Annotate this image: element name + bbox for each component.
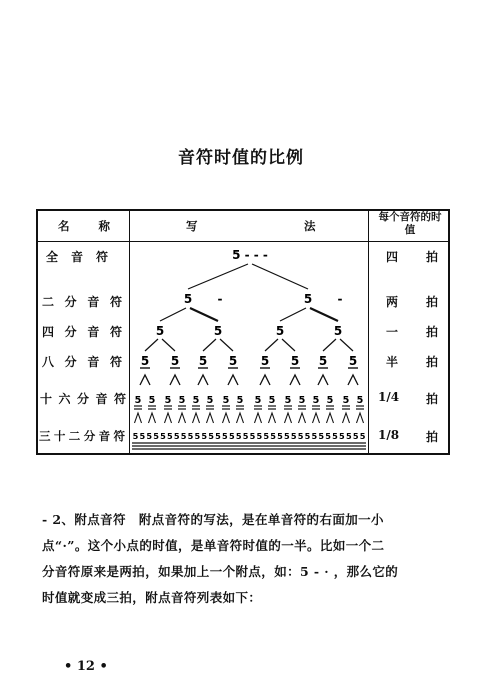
thirtysecond-note: 5 (153, 431, 159, 441)
quarter-note: 5 (333, 324, 343, 338)
duration-thirtysecond: 1/8 (378, 428, 400, 442)
caret-mark (207, 413, 214, 423)
row-name-thirtysecond: 三十二分音符 (39, 429, 125, 443)
tree-branch (310, 308, 338, 321)
note-duration-table (36, 209, 450, 455)
thirtysecond-note: 5 (352, 431, 359, 441)
sixteenth-note: 5 (222, 395, 230, 406)
paragraph-line: 时值就变成三拍，附点音符列表如下： (42, 590, 262, 605)
tree-branch (252, 264, 308, 289)
thirtysecond-note: 5 (228, 431, 235, 441)
caret-mark (165, 413, 172, 423)
duration-whole: 四 (386, 250, 399, 264)
tree-branch (323, 339, 336, 351)
sixteenth-note: 5 (206, 395, 214, 406)
thirtysecond-note: 5 (263, 431, 270, 441)
thirtysecond-note: 5 (180, 431, 187, 441)
thirtysecond-note: 5 (194, 431, 201, 441)
thirtysecond-note: 5 (167, 431, 173, 441)
thirtysecond-note: 5 (290, 431, 297, 441)
thirtysecond-note: 5 (304, 431, 311, 441)
sixteenth-note: 5 (356, 395, 364, 406)
caret-mark (170, 375, 180, 385)
header-beat: 每个音符的时 值 (378, 211, 452, 236)
paragraph-line: 分音符原来是两拍，如果加上一个附点，如：5 - · ，那么它的 (42, 564, 399, 579)
caret-mark (299, 413, 306, 423)
note-tree-diagram (130, 211, 370, 455)
thirtysecond-note: 5 (132, 431, 139, 441)
eighth-note: 5 (318, 354, 328, 368)
duration-unit: 拍 (426, 392, 439, 406)
thirtysecond-note: 5 (242, 431, 249, 441)
thirtysecond-note: 5 (284, 431, 290, 441)
thirtysecond-note: 5 (359, 431, 366, 441)
caret-mark (198, 375, 208, 385)
caret-mark (343, 413, 350, 423)
sixteenth-note: 5 (178, 395, 186, 406)
sixteenth-note: 5 (326, 395, 334, 406)
tree-branch (265, 339, 278, 351)
eighth-note: 5 (290, 354, 300, 368)
tree-branch (340, 339, 353, 351)
duration-unit: 拍 (426, 295, 439, 309)
eighth-note: 5 (260, 354, 270, 368)
thirtysecond-note: 5 (270, 431, 276, 441)
tree-branch (282, 339, 295, 351)
header-name: 名 称 (58, 219, 112, 233)
quarter-note: 5 (155, 324, 165, 338)
caret-mark (193, 413, 200, 423)
caret-mark (260, 375, 270, 385)
sixteenth-note: 5 (298, 395, 306, 406)
thirtysecond-note: 5 (235, 431, 242, 441)
sixteenth-note: 5 (192, 395, 200, 406)
half-note: 5 (303, 292, 313, 306)
header-write: 写 (186, 219, 198, 233)
eighth-note: 5 (170, 354, 180, 368)
half-note: 5 (183, 292, 193, 306)
sixteenth-note: 5 (312, 395, 320, 406)
caret-mark (237, 413, 244, 423)
thirtysecond-note: 5 (222, 431, 228, 441)
header-method: 法 (304, 219, 316, 233)
caret-mark (285, 413, 292, 423)
duration-sixteenth: 1/4 (378, 390, 400, 404)
eighth-note: 5 (228, 354, 238, 368)
duration-eighth: 半 (386, 355, 399, 369)
dash: - (337, 292, 343, 306)
tree-branch (145, 339, 158, 351)
quarter-note: 5 (213, 324, 223, 338)
paragraph-line: - 2、附点音符 附点音符的写法，是在单音符的右面加一小 (42, 512, 384, 527)
caret-mark (179, 413, 186, 423)
sixteenth-note: 5 (342, 395, 350, 406)
caret-mark (135, 413, 142, 423)
sixteenth-note: 5 (236, 395, 244, 406)
thirtysecond-note: 5 (277, 431, 283, 441)
thirtysecond-note: 5 (332, 431, 338, 441)
row-name-quarter: 四分音符 (42, 325, 122, 339)
caret-mark (327, 413, 334, 423)
thirtysecond-note: 5 (256, 431, 263, 441)
whole-note: 5 - - - (232, 248, 268, 262)
quarter-note: 5 (275, 324, 285, 338)
page-number: • 12 • (64, 659, 108, 674)
caret-mark (140, 375, 150, 385)
tree-branch (162, 339, 175, 351)
caret-mark (357, 413, 364, 423)
thirtysecond-note: 5 (297, 431, 304, 441)
sixteenth-note: 5 (134, 395, 142, 406)
eighth-note: 5 (198, 354, 208, 368)
duration-half: 两 (386, 295, 399, 309)
thirtysecond-note: 5 (325, 431, 331, 441)
paragraph-line: 点“·”。这个小点的时值，是单音符时值的一半。比如一个二 (42, 538, 385, 553)
page-title: 音符时值的比例 (178, 148, 304, 168)
duration-unit: 拍 (426, 325, 439, 339)
thirtysecond-note: 5 (139, 431, 146, 441)
caret-mark (149, 413, 156, 423)
sixteenth-note: 5 (254, 395, 262, 406)
caret-mark (313, 413, 320, 423)
thirtysecond-note: 5 (345, 431, 352, 441)
sixteenth-note: 5 (164, 395, 172, 406)
sixteenth-note: 5 (284, 395, 292, 406)
sixteenth-note: 5 (148, 395, 156, 406)
caret-mark (255, 413, 262, 423)
dotted-note-paragraph (42, 507, 454, 611)
caret-mark (269, 413, 276, 423)
thirtysecond-note: 5 (249, 431, 256, 441)
thirtysecond-note: 5 (208, 431, 214, 441)
thirtysecond-note: 5 (318, 431, 325, 441)
caret-mark (290, 375, 300, 385)
dash: - (217, 292, 223, 306)
duration-unit: 拍 (426, 430, 439, 444)
thirtysecond-note: 5 (146, 431, 153, 441)
thirtysecond-note: 5 (160, 431, 166, 441)
tree-branch (280, 308, 306, 321)
tree-branch (190, 308, 218, 321)
thirtysecond-note: 5 (215, 431, 221, 441)
thirtysecond-note: 5 (201, 431, 208, 441)
thirtysecond-note: 5 (173, 431, 180, 441)
eighth-note: 5 (140, 354, 150, 368)
row-name-half: 二分音符 (42, 295, 122, 309)
sixteenth-note: 5 (268, 395, 276, 406)
caret-mark (348, 375, 358, 385)
row-name-eighth: 八分音符 (42, 355, 122, 369)
duration-quarter: 一 (386, 325, 399, 339)
tree-branch (203, 339, 216, 351)
caret-mark (318, 375, 328, 385)
duration-unit: 拍 (426, 250, 439, 264)
thirtysecond-note: 5 (187, 431, 194, 441)
tree-branch (188, 264, 248, 289)
thirtysecond-note: 5 (339, 431, 345, 441)
row-name-whole: 全音符 (46, 250, 108, 264)
eighth-note: 5 (348, 354, 358, 368)
caret-mark (223, 413, 230, 423)
thirtysecond-note: 5 (311, 431, 318, 441)
tree-branch (220, 339, 233, 351)
duration-unit: 拍 (426, 355, 439, 369)
row-name-sixteenth: 十六分音符 (40, 392, 126, 406)
caret-mark (228, 375, 238, 385)
tree-branch (160, 308, 186, 321)
